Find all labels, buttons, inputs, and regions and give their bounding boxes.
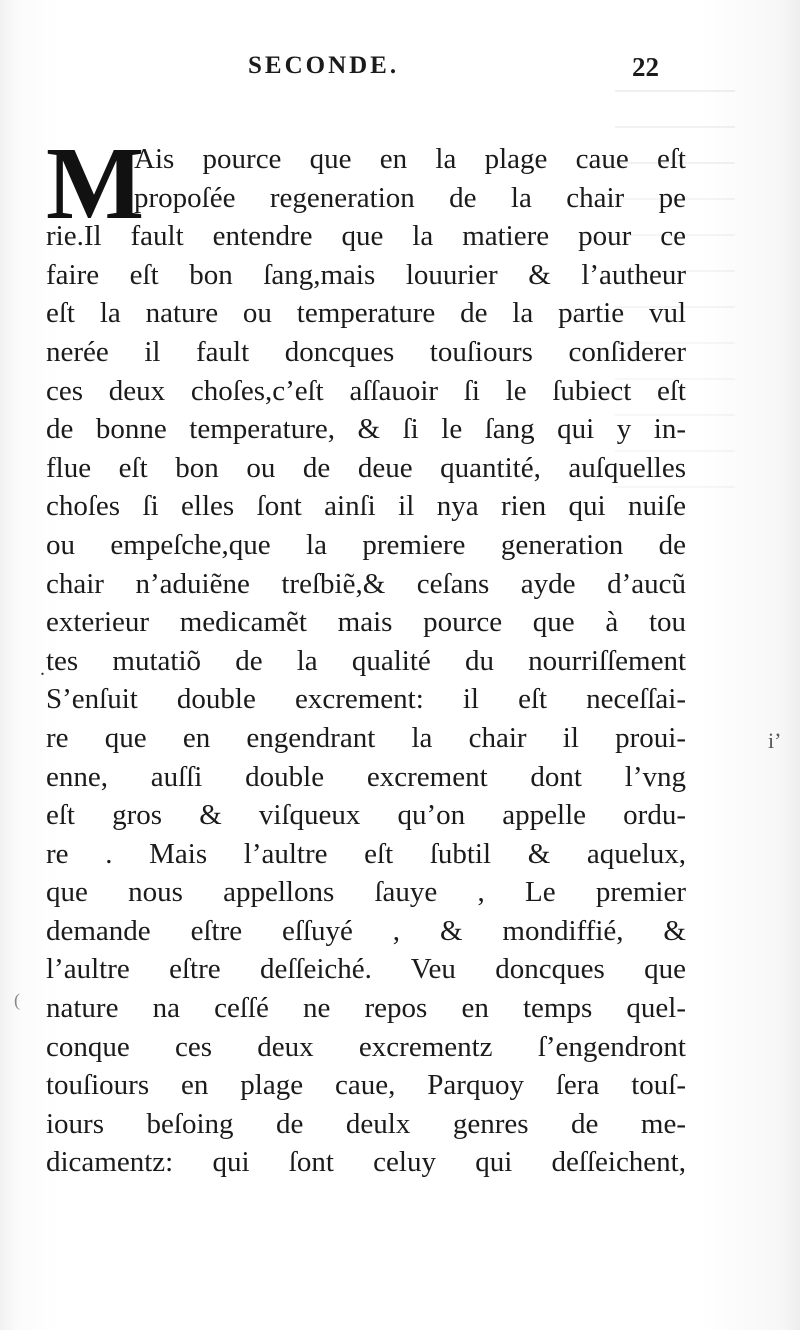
text-line: l’aultre eſtre deſſeiché. Veu doncques que — [46, 953, 686, 986]
text-line: eſt la nature ou temperature de la partie vul — [46, 297, 686, 330]
text-line: que nous appellons ſauye , Le premier — [46, 876, 686, 909]
text-line: de bonne temperature, & ſi le ſang qui y in- — [46, 413, 686, 446]
text-line: tes mutatiõ de la qualité du nourriſſement — [46, 644, 686, 677]
text-line: Ais pource que en la plage caue eſt — [134, 143, 686, 175]
text-line: iours beſoing de deulx genres de me- — [46, 1107, 686, 1140]
text-line: choſes ſi elles ſont ainſi il nya rien qui nuiſe — [46, 490, 686, 523]
body-text — [46, 126, 686, 1182]
text-line: dicamentz: qui ſont celuy qui deſſeichent, — [46, 1146, 686, 1179]
text-line: re que en engendrant la chair il proui- — [46, 721, 686, 754]
text-line: eſt gros & viſqueux qu’on appelle ordu- — [46, 799, 686, 832]
text-line: demande eſtre eſſuyé , & mondiffié, & — [46, 914, 686, 947]
text-line: re . Mais l’aultre eſt ſubtil & aquelux, — [46, 837, 686, 870]
text-line: ces deux choſes,c’eſt aſſauoir ſi le ſubiect eſt — [46, 374, 686, 407]
text-line: nature na ceſſé ne repos en temps quel- — [46, 992, 686, 1025]
page-number: 22 — [632, 52, 659, 82]
text-line: ou empeſche,que la premiere generation de — [46, 528, 686, 561]
drop-cap: M — [46, 126, 145, 241]
text-line: rie.Il fault entendre que la matiere pour ce — [46, 220, 686, 253]
text-line: propoſée regeneration de la chair pe — [134, 181, 686, 214]
text-line: conque ces deux excrementz ſ’engendront — [46, 1030, 686, 1063]
text-line: exterieur medicamẽt mais pource que à tou — [46, 606, 686, 639]
text-line: flue eſt bon ou de deue quantité, auſquelles — [46, 451, 686, 484]
page-header — [0, 52, 800, 86]
text-line: enne, auſſi double excrement dont l’vng — [46, 760, 686, 793]
text-line: S’enſuit double excrement: il eſt neceſſai- — [46, 683, 686, 716]
margin-mark: i’ — [768, 728, 782, 753]
text-line: touſiours en plage caue, Parquoy ſera touſ- — [46, 1069, 686, 1102]
margin-mark: ( — [14, 990, 20, 1010]
show-through — [615, 90, 735, 92]
text-line: chair n’aduiẽne treſbiẽ,& ceſans ayde d’aucũ — [46, 567, 686, 600]
running-head: SECONDE. — [248, 52, 400, 79]
text-line: nerée il fault doncques touſiours conſiderer — [46, 335, 686, 368]
text-line: faire eſt bon ſang,mais louurier & l’autheur — [46, 258, 686, 291]
margin-mark: . — [40, 658, 45, 680]
